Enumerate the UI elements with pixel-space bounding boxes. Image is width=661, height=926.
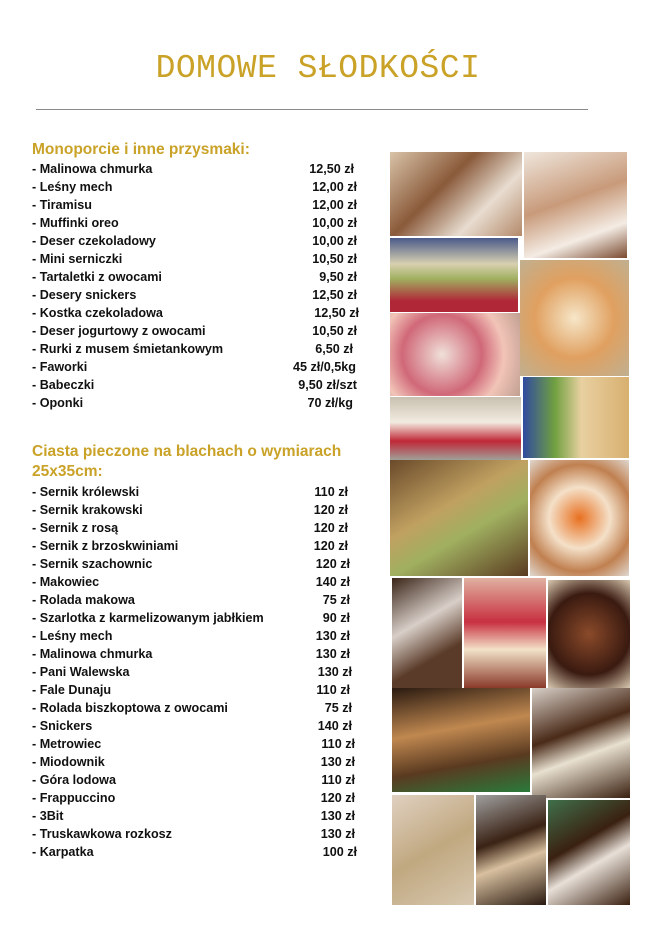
item-name: - Muffinki oreo [32, 216, 119, 230]
item-price: 120 zł [313, 503, 348, 517]
item-price: 10,50 zł [312, 252, 357, 266]
item-name: - Sernik królewski [32, 485, 140, 499]
item-price: 75 zł [324, 701, 352, 715]
item-price: 130 zł [320, 755, 355, 769]
dessert-photo [532, 688, 630, 798]
heading-line: Ciasta pieczone na blachach o wymiarach [32, 443, 342, 460]
item-price: 130 zł [320, 809, 355, 823]
item-name: - Sernik z rosą [32, 521, 119, 535]
item-price: 70 zł/kg [307, 396, 353, 410]
item-name: - Desery snickers [32, 288, 137, 302]
item-price: 120 zł [313, 521, 348, 535]
item-name: - Sernik z brzoskwiniami [32, 539, 179, 553]
item-price: 110 zł [321, 773, 355, 787]
item-name: - Malinowa chmurka [32, 162, 153, 176]
item-name: - Pani Walewska [32, 665, 130, 679]
item-price: 130 zł [317, 665, 352, 679]
item-price: 120 zł [315, 557, 350, 571]
section-heading-ciasta [32, 442, 341, 482]
item-name: - Babeczki [32, 378, 95, 392]
dessert-photo [548, 580, 630, 688]
item-name: - Miodownik [32, 755, 105, 769]
item-name: - 3Bit [32, 809, 64, 823]
dessert-photo [390, 397, 521, 460]
item-name: - Deser czekoladowy [32, 234, 156, 248]
item-name: - Góra lodowa [32, 773, 116, 787]
dessert-photo [548, 800, 630, 905]
item-price: 10,00 zł [312, 234, 357, 248]
item-name: - Deser jogurtowy z owocami [32, 324, 206, 338]
item-name: - Karpatka [32, 845, 94, 859]
item-name: - Leśny mech [32, 629, 113, 643]
item-price: 10,50 zł [312, 324, 357, 338]
dessert-photo [523, 377, 629, 458]
item-name: - Rolada makowa [32, 593, 135, 607]
item-price: 110 zł [316, 683, 350, 697]
dessert-photo [390, 313, 520, 396]
item-price: 140 zł [315, 575, 350, 589]
heading-line: Monoporcie i inne przysmaki: [32, 141, 250, 158]
item-name: - Truskawkowa rozkosz [32, 827, 172, 841]
item-price: 130 zł [315, 629, 350, 643]
item-name: - Oponki [32, 396, 84, 410]
item-name: - Sernik szachownic [32, 557, 153, 571]
item-price: 90 zł [322, 611, 350, 625]
dessert-photo [524, 152, 627, 258]
heading-line: 25x35cm: [32, 463, 103, 480]
item-price: 12,50 zł [309, 162, 354, 176]
dessert-photo [392, 688, 530, 792]
item-price: 12,00 zł [312, 180, 357, 194]
item-price: 110 zł [321, 737, 355, 751]
item-name: - Rurki z musem śmietankowym [32, 342, 224, 356]
item-price: 130 zł [320, 827, 355, 841]
item-name: - Malinowa chmurka [32, 647, 153, 661]
dessert-photo [392, 795, 474, 905]
dessert-photo [390, 152, 522, 236]
item-name: - Leśny mech [32, 180, 113, 194]
dessert-photo [392, 578, 462, 688]
item-name: - Makowiec [32, 575, 100, 589]
item-price: 130 zł [315, 647, 350, 661]
item-name: - Mini serniczki [32, 252, 123, 266]
item-name: - Faworki [32, 360, 88, 374]
dessert-photo [464, 578, 546, 688]
item-name: - Kostka czekoladowa [32, 306, 163, 320]
dessert-photo [520, 260, 629, 376]
item-name: - Frappuccino [32, 791, 116, 805]
item-price: 75 zł [322, 593, 350, 607]
item-price: 120 zł [320, 791, 355, 805]
item-price: 120 zł [313, 539, 348, 553]
item-price: 12,00 zł [312, 198, 357, 212]
item-price: 6,50 zł [315, 342, 353, 356]
item-name: - Rolada biszkoptowa z owocami [32, 701, 228, 715]
item-price: 9,50 zł [319, 270, 357, 284]
dessert-photo [390, 460, 528, 576]
item-price: 10,00 zł [312, 216, 357, 230]
item-price: 110 zł [314, 485, 348, 499]
item-price: 140 zł [317, 719, 352, 733]
dessert-photo [390, 238, 518, 312]
page-title: DOMOWE SŁODKOŚCI [155, 50, 481, 87]
item-name: - Fale Dunaju [32, 683, 112, 697]
item-name: - Szarlotka z karmelizowanym jabłkiem [32, 611, 264, 625]
item-price: 45 zł/0,5kg [292, 360, 356, 374]
item-name: - Sernik krakowski [32, 503, 143, 517]
dessert-photo [476, 795, 546, 905]
divider [36, 109, 588, 110]
dessert-photo [530, 460, 629, 576]
item-price: 12,50 zł [312, 288, 357, 302]
item-name: - Tiramisu [32, 198, 92, 212]
item-name: - Metrowiec [32, 737, 102, 751]
item-price: 12,50 zł [314, 306, 359, 320]
section-heading-monoporcje [32, 140, 250, 160]
item-name: - Tartaletki z owocami [32, 270, 162, 284]
item-price: 9,50 zł/szt [298, 378, 357, 392]
item-price: 100 zł [322, 845, 357, 859]
item-name: - Snickers [32, 719, 93, 733]
